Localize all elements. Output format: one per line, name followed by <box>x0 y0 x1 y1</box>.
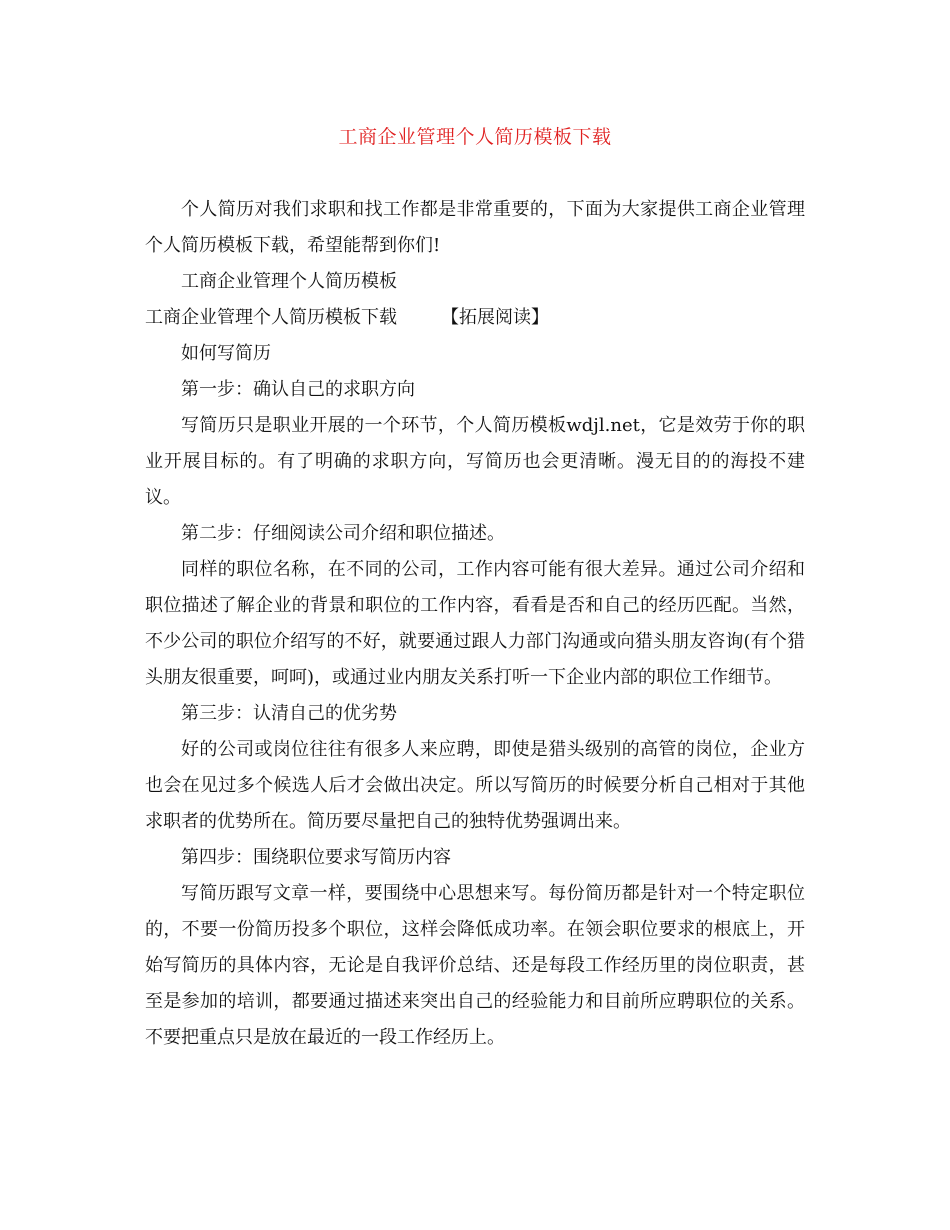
document-title: 工商企业管理个人简历模板下载 <box>338 126 612 148</box>
step4-title: 第四步：围绕职位要求写简历内容 <box>181 847 451 868</box>
download-link-text[interactable]: 工商企业管理个人简历模板下载 <box>145 307 397 328</box>
download-line <box>145 300 805 336</box>
step1-title: 第一步：确认自己的求职方向 <box>181 379 415 400</box>
step3-title: 第三步：认清自己的优劣势 <box>181 703 397 724</box>
step4-body: 写简历跟写文章一样，要围绕中心思想来写。每份简历都是针对一个特定职位的，不要一份简历投多个职位，这样会降低成功率。在领会职位要求的根底上，开始写简历的具体内容，无论是自我评价总结、还是每段工作经历里的岗位职责，甚至是参加的培训，都要通过描述来突出自己的经验能力和目前所应聘职位的关系。不要把重点只是放在最近的一段工作经历上。 <box>145 883 805 1048</box>
paragraph-how-to: 如何写简历 <box>181 343 271 364</box>
step1-body: 写简历只是职业开展的一个环节，个人简历模板wdjl.net，它是效劳于你的职业开展目标的。有了明确的求职方向，写简历也会更清晰。漫无目的的海投不建议。 <box>145 415 805 508</box>
step2-title: 第二步：仔细阅读公司介绍和职位描述。 <box>181 523 505 544</box>
extended-reading-link[interactable]: 【拓展阅读】 <box>441 307 549 328</box>
step2-body: 同样的职位名称，在不同的公司，工作内容可能有很大差异。通过公司介绍和职位描述了解企业的背景和职位的工作内容，看看是否和自己的经历匹配。当然，不少公司的职位介绍写的不好，就要通过跟人力部门沟通或向猎头朋友咨询(有个猎头朋友很重要，呵呵)，或通过业内朋友关系打听一下企业内部的职位工作细节。 <box>145 559 805 688</box>
step3-body: 好的公司或岗位往往有很多人来应聘，即使是猎头级别的高管的岗位，企业方也会在见过多个候选人后才会做出决定。所以写简历的时候要分析自己相对于其他求职者的优势所在。简历要尽量把自己的独特优势强调出来。 <box>145 739 805 832</box>
paragraph-intro: 个人简历对我们求职和找工作都是非常重要的，下面为大家提供工商企业管理个人简历模板下载，希望能帮到你们! <box>145 199 805 256</box>
document-body <box>145 192 805 1056</box>
paragraph-template-heading: 工商企业管理个人简历模板 <box>181 271 397 292</box>
